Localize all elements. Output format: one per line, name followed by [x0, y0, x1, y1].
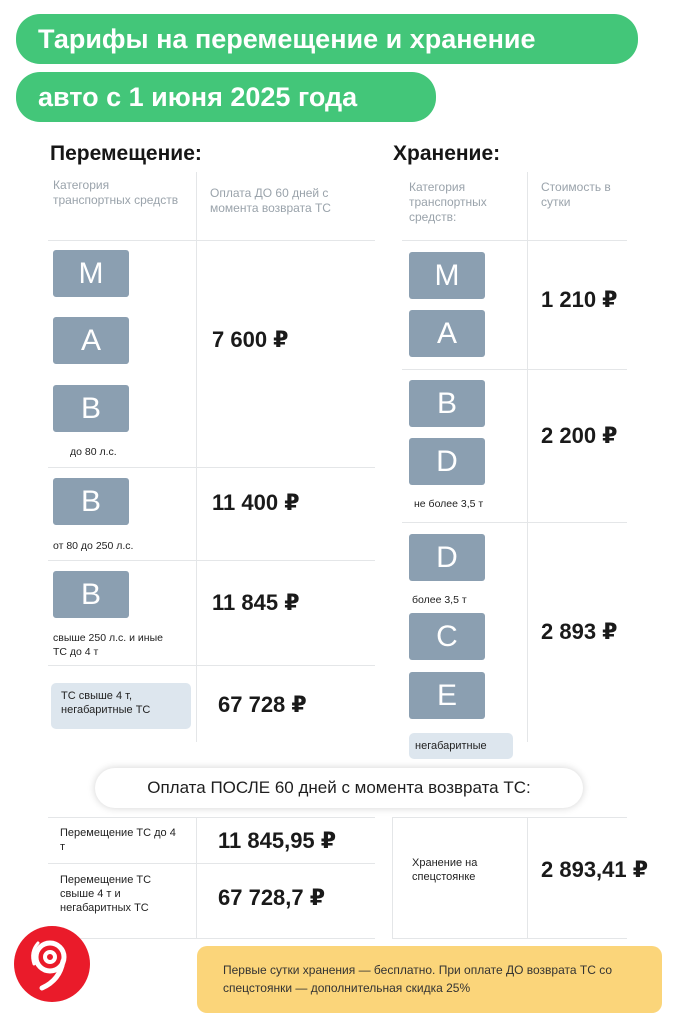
title-line1-text: Тарифы на перемещение и хранение [38, 23, 536, 54]
storage-header-divider [402, 240, 627, 241]
category-note: до 80 л.с. [70, 446, 117, 458]
storage-col-category: Категория транспортных средств: [409, 180, 487, 224]
logo-nine-shape [14, 926, 90, 1002]
category-badge-m: M [53, 250, 129, 297]
after-storage-label: Хранение на спецстоянке [412, 857, 478, 883]
storage-section-title: Хранение: [393, 142, 501, 165]
storage-row-divider [402, 522, 627, 523]
storage-price: 1 210 ₽ [541, 287, 618, 312]
storage-col-price: Стоимость в сутки [541, 180, 611, 209]
category-badge-m: M [409, 252, 485, 299]
category-badge-a: A [409, 310, 485, 357]
after-col-divider [196, 817, 197, 938]
storage-col-divider [527, 172, 528, 742]
move-price: 7 600 ₽ [212, 327, 289, 352]
after-top-divider [48, 817, 375, 818]
category-badge-d: D [409, 534, 485, 581]
storage-price: 2 893 ₽ [541, 619, 618, 644]
move-row-divider [48, 560, 375, 561]
after-storage-col-divider [527, 817, 528, 938]
storage-row-divider [402, 369, 627, 370]
move-col-category: Категория транспортных средств [53, 178, 179, 207]
category-label-heavy: ТС свыше 4 т, негабаритные ТС [51, 683, 191, 729]
after-row-divider [48, 863, 375, 864]
move-price: 67 728 ₽ [218, 692, 307, 717]
category-badge-e: E [409, 672, 485, 719]
title-line2-text: авто с 1 июня 2025 года [38, 81, 358, 112]
move-section-title: Перемещение: [50, 142, 202, 165]
category-badge-b: B [53, 571, 129, 618]
after-storage-top-divider [392, 817, 627, 818]
category-label-oversize: негабаритные [409, 733, 513, 759]
moscow-nine-logo-icon [14, 926, 90, 1002]
move-row-divider [48, 665, 375, 666]
category-note: свыше 250 л.с. и иные ТС до 4 т [53, 632, 163, 658]
after-move-label: Перемещение ТС свыше 4 т и негабаритных ТС [60, 874, 152, 914]
title-banner-line2 [16, 72, 436, 122]
after-move-label: Перемещение ТС до 4 т [60, 827, 176, 853]
after-move-price: 11 845,95 ₽ [218, 828, 337, 853]
after-60-days-heading: Оплата ПОСЛЕ 60 дней с момента возврата ТС: [95, 768, 583, 808]
category-badge-b: B [53, 385, 129, 432]
after-storage-bottom-divider [392, 938, 627, 939]
title-banner-line1 [16, 14, 638, 64]
after-mid-divider [392, 817, 393, 938]
after-move-price: 67 728,7 ₽ [218, 885, 326, 910]
category-badge-b: B [409, 380, 485, 427]
category-note: от 80 до 250 л.с. [53, 540, 134, 552]
category-note: более 3,5 т [412, 594, 467, 606]
move-price: 11 400 ₽ [212, 490, 300, 515]
category-badge-d: D [409, 438, 485, 485]
move-col-divider [196, 172, 197, 742]
category-badge-a: A [53, 317, 129, 364]
storage-price: 2 200 ₽ [541, 423, 618, 448]
discount-notice: Первые сутки хранения — бесплатно. При оплате ДО возврата ТС со спецстоянки — дополнительная скидка 25% [197, 946, 662, 1013]
category-note: не более 3,5 т [414, 498, 484, 510]
move-header-divider [48, 240, 375, 241]
after-storage-price: 2 893,41 ₽ [541, 857, 649, 882]
after-bottom-divider [48, 938, 375, 939]
move-col-price: Оплата ДО 60 дней с момента возврата ТС [210, 186, 331, 215]
category-badge-b: B [53, 478, 129, 525]
move-price: 11 845 ₽ [212, 590, 300, 615]
move-row-divider [48, 467, 375, 468]
category-badge-c: C [409, 613, 485, 660]
